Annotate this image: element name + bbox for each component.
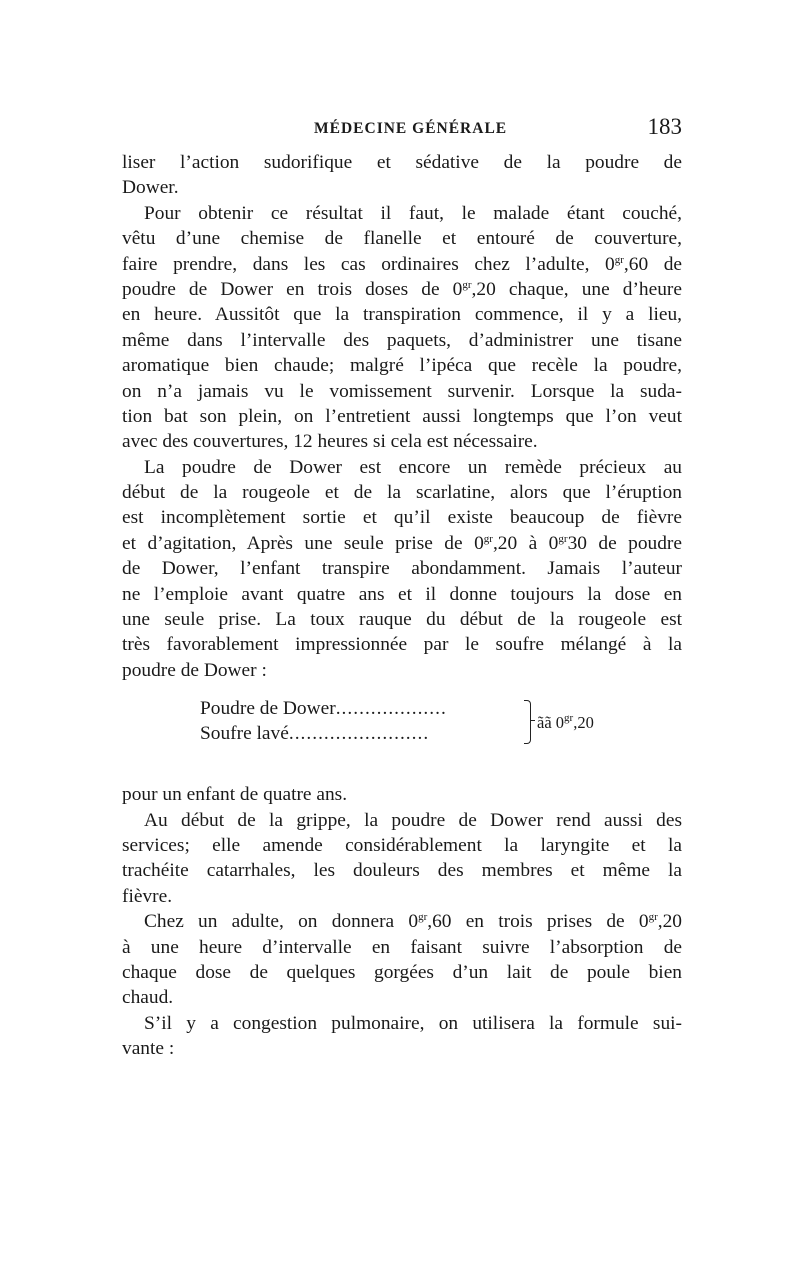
text-line: pour un enfant de quatre ans. — [122, 784, 348, 806]
recipe-item: Soufre lavé........................ — [200, 723, 430, 745]
text-line: on n’a jamais vu le vomissement survenir. Lorsque la suda- — [122, 380, 682, 402]
text-line: et d’agitation, Après une seule prise de $0^{gr},20$ à $0^{gr}30$ de poudre — [122, 532, 682, 554]
text-line: en heure. Aussitôt que la transpiration commence, il y a lieu, — [122, 304, 682, 326]
text-line: tion bat son plein, on l’entretient aussi longtemps que l’on veut — [122, 405, 682, 427]
text-line: chaud. — [122, 987, 174, 1009]
text-line: est incomplètement sortie et qu’il existe beaucoup de fièvre — [122, 507, 682, 529]
text-line: poudre de Dower en trois doses de $0^{gr},20$ chaque, une d’heure — [122, 278, 682, 300]
text-line: très favorablement impressionnée par le soufre mélangé à la — [122, 634, 682, 656]
text-line: vante : — [122, 1038, 175, 1060]
text-line: Chez un adulte, on donnera $0^{gr},60$ en trois prises de $0^{gr},20$ — [144, 911, 682, 933]
recipe-dose: ãã $0^{gr},20$ — [537, 712, 594, 733]
text-line: Au début de la grippe, la poudre de Dower rend aussi des — [144, 809, 682, 831]
text-line: trachéite catarrhales, les douleurs des membres et même la — [122, 860, 682, 882]
text-line: Dower. — [122, 177, 179, 199]
text-line: aromatique bien chaude; malgré l’ipéca que recèle la poudre, — [122, 355, 682, 377]
text-line: faire prendre, dans les cas ordinaires chez l’adulte, $0^{gr},60$ de — [122, 253, 683, 275]
text-line: vêtu d’une chemise de flanelle et entouré de couverture, — [122, 228, 682, 250]
text-line: chaque dose de quelques gorgées d’un lait de poule bien — [122, 961, 682, 983]
text-line: de Dower, l’enfant transpire abondamment. Jamais l’auteur — [122, 558, 682, 580]
page-number: 183 — [647, 114, 682, 139]
text-line: même dans l’intervalle des paquets, d’administrer une tisane — [122, 329, 682, 351]
text-line: Pour obtenir ce résultat il faut, le malade étant couché, — [144, 202, 682, 224]
recipe-block — [200, 696, 682, 758]
text-line: services; elle amende considérablement la laryngite et la — [122, 834, 682, 856]
running-title: MÉDECINE GÉNÉRALE — [314, 120, 508, 137]
text-line: avec des couvertures, 12 heures si cela est nécessaire. — [122, 431, 538, 453]
text-line: fièvre. — [122, 885, 173, 907]
text-line: une seule prise. La toux rauque du début de la rougeole est — [122, 609, 682, 631]
body-text — [122, 150, 682, 1062]
text-line: liser l’action sudorifique et sédative de la poudre de — [122, 152, 682, 173]
brace-icon — [524, 700, 531, 744]
text-line: poudre de Dower : — [122, 659, 267, 681]
recipe-item: Poudre de Dower................... — [200, 698, 447, 720]
text-line: début de la rougeole et de la scarlatine, alors que l’éruption — [122, 482, 682, 504]
text-line: à une heure d’intervalle en faisant suivre l’absorption de — [122, 936, 682, 958]
text-line: S’il y a congestion pulmonaire, on utilisera la formule sui- — [144, 1012, 682, 1034]
text-line: ne l’emploie avant quatre ans et il donne toujours la dose en — [122, 583, 682, 605]
text-line: La poudre de Dower est encore un remède précieux au — [144, 456, 682, 478]
page-header — [122, 114, 684, 144]
